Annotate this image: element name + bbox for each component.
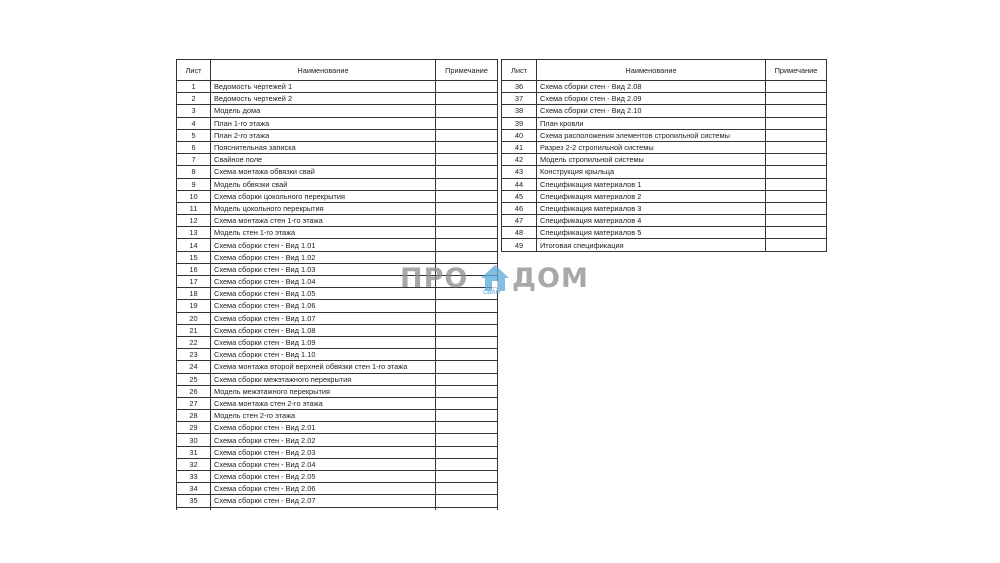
sheet-name-cell: Схема сборки стен - Вид 2.10: [537, 105, 766, 117]
table-row: [177, 166, 498, 178]
sheet-name-cell: Схема сборки стен - Вид 2.06: [211, 483, 436, 495]
header-row: [502, 60, 827, 81]
sheet-number-cell: 48: [502, 227, 537, 239]
sheet-name-cell: Схема сборки стен - Вид 2.03: [211, 446, 436, 458]
sheet-name-cell: План 1-го этажа: [211, 117, 436, 129]
table-row: [177, 154, 498, 166]
note-cell: [766, 129, 827, 141]
table-row: [177, 410, 498, 422]
note-cell: [436, 336, 498, 348]
sheet-number-cell: 43: [502, 166, 537, 178]
note-cell: [436, 361, 498, 373]
sheet-name-cell: Ведомость чертежей 1: [211, 81, 436, 93]
sheet-number-cell: 2: [177, 93, 211, 105]
table-row: [502, 105, 827, 117]
watermark-text-left: ПРО: [400, 263, 469, 294]
header-name: Наименование: [211, 60, 436, 81]
watermark-text-right: ДОМ: [512, 263, 589, 294]
sheet-number-cell: 5: [177, 129, 211, 141]
sheet-number-cell: 17: [177, 276, 211, 288]
sheet-name-cell: Схема сборки стен - Вид 1.06: [211, 300, 436, 312]
note-cell: [766, 178, 827, 190]
sheet-name-cell: Схема сборки стен - Вид 1.10: [211, 349, 436, 361]
table-row: [177, 251, 498, 263]
note-cell: [436, 410, 498, 422]
note-cell: [436, 349, 498, 361]
sheet-number-cell: 16: [177, 263, 211, 275]
sheet-number-cell: 23: [177, 349, 211, 361]
sheet-name-cell: Схема сборки стен - Вид 1.02: [211, 251, 436, 263]
sheet-number-cell: 4: [177, 117, 211, 129]
sheet-name-cell: Модель стропильной системы: [537, 154, 766, 166]
note-cell: [766, 227, 827, 239]
note-cell: [436, 422, 498, 434]
table-row: [177, 312, 498, 324]
sheet-number-cell: 46: [502, 202, 537, 214]
table-row: [502, 215, 827, 227]
sheet-name-cell: Схема сборки стен - Вид 2.01: [211, 422, 436, 434]
table-row: [177, 422, 498, 434]
watermark-subtext: СВАЙ: [483, 290, 501, 296]
table-row: [502, 166, 827, 178]
table-row: [177, 483, 498, 495]
header-name: Наименование: [537, 60, 766, 81]
table-row: [177, 373, 498, 385]
table-row: [177, 385, 498, 397]
table-row: [177, 141, 498, 153]
sheet-number-cell: 31: [177, 446, 211, 458]
sheet-number-cell: 10: [177, 190, 211, 202]
sheet-name-cell: Спецификация материалов 4: [537, 215, 766, 227]
sheet-number-cell: 32: [177, 458, 211, 470]
note-cell: [436, 190, 498, 202]
sheet-name-cell: Свайное поле: [211, 154, 436, 166]
sheet-number-cell: 9: [177, 178, 211, 190]
sheet-name-cell: Схема расположения элементов стропильной системы: [537, 129, 766, 141]
sheet-number-cell: 1: [177, 81, 211, 93]
table-row: [177, 215, 498, 227]
sheet-number-cell: 25: [177, 373, 211, 385]
sheet-name-cell: Схема сборки стен - Вид 2.05: [211, 471, 436, 483]
sheet-number-cell: 36: [502, 81, 537, 93]
table-row: [177, 300, 498, 312]
note-cell: [436, 93, 498, 105]
table-row: [177, 336, 498, 348]
note-cell: [766, 239, 827, 251]
table-row: [177, 178, 498, 190]
sheet-name-cell: Схема сборки стен - Вид 1.08: [211, 324, 436, 336]
header-sheet: Лист: [177, 60, 211, 81]
sheet-number-cell: 22: [177, 336, 211, 348]
header-row: [177, 60, 498, 81]
sheet-number-cell: 14: [177, 239, 211, 251]
note-cell: [436, 446, 498, 458]
note-cell: [436, 227, 498, 239]
sheet-number-cell: 13: [177, 227, 211, 239]
table-row: [502, 190, 827, 202]
note-cell: [436, 117, 498, 129]
sheet-number-cell: 40: [502, 129, 537, 141]
table-row: [177, 93, 498, 105]
sheet-number-cell: 24: [177, 361, 211, 373]
table-row: [177, 361, 498, 373]
table-row: [177, 434, 498, 446]
sheet-number-cell: 15: [177, 251, 211, 263]
table-row: [502, 227, 827, 239]
sheet-name-cell: Модель дома: [211, 105, 436, 117]
watermark-logo: [400, 263, 600, 297]
sheet-name-cell: Модель цокольного перекрытия: [211, 202, 436, 214]
note-cell: [766, 117, 827, 129]
note-cell: [436, 373, 498, 385]
note-cell: [436, 458, 498, 470]
note-cell: [436, 141, 498, 153]
sheet-number-cell: 12: [177, 215, 211, 227]
note-cell: [436, 129, 498, 141]
note-cell: [436, 300, 498, 312]
header-sheet: Лист: [502, 60, 537, 81]
sheet-number-cell: 47: [502, 215, 537, 227]
sheet-number-cell: 3: [177, 105, 211, 117]
table-row: [177, 349, 498, 361]
sheet-number-cell: 34: [177, 483, 211, 495]
table-row: [177, 190, 498, 202]
table-row: [177, 129, 498, 141]
note-cell: [436, 215, 498, 227]
note-cell: [436, 166, 498, 178]
sheet-name-cell: Схема сборки стен - Вид 1.05: [211, 288, 436, 300]
table-row: [177, 458, 498, 470]
table-row: [502, 141, 827, 153]
table-row: [177, 446, 498, 458]
sheet-name-cell: Спецификация материалов 3: [537, 202, 766, 214]
table-row: [177, 202, 498, 214]
sheet-number-cell: 33: [177, 471, 211, 483]
note-cell: [436, 251, 498, 263]
table-row: [177, 239, 498, 251]
sheet-number-cell: 39: [502, 117, 537, 129]
table-row: [177, 117, 498, 129]
table-row: [502, 202, 827, 214]
table-row: [177, 471, 498, 483]
header-note: Примечание: [436, 60, 498, 81]
table-row: [502, 239, 827, 251]
sheet-name-cell: Схема сборки стен - Вид 1.03: [211, 263, 436, 275]
sheet-name-cell: Схема монтажа стен 1-го этажа: [211, 215, 436, 227]
sheet-name-cell: Модель стен 2-го этажа: [211, 410, 436, 422]
note-cell: [766, 93, 827, 105]
sheet-name-cell: Пояснительная записка: [211, 141, 436, 153]
note-cell: [766, 190, 827, 202]
sheet-name-cell: Схема сборки стен - Вид 1.01: [211, 239, 436, 251]
sheet-number-cell: 6: [177, 141, 211, 153]
sheet-name-cell: Схема монтажа второй верхней обвязки стен 1-го этажа: [211, 361, 436, 373]
sheet-number-cell: 11: [177, 202, 211, 214]
sheet-number-cell: 45: [502, 190, 537, 202]
sheet-name-cell: Итоговая спецификация: [537, 239, 766, 251]
table-row: [177, 105, 498, 117]
sheet-number-cell: 38: [502, 105, 537, 117]
sheet-name-cell: Схема монтажа стен 2-го этажа: [211, 397, 436, 409]
note-cell: [436, 178, 498, 190]
cropped-cell: [436, 507, 498, 510]
sheet-name-cell: Спецификация материалов 2: [537, 190, 766, 202]
note-cell: [766, 202, 827, 214]
table-row: [502, 154, 827, 166]
sheet-name-cell: Схема сборки цокольного перекрытия: [211, 190, 436, 202]
note-cell: [436, 324, 498, 336]
sheet-name-cell: Схема монтажа обвязки свай: [211, 166, 436, 178]
drawing-list-table-right: [501, 59, 827, 252]
table-row: [177, 227, 498, 239]
note-cell: [436, 202, 498, 214]
table-body-right: [502, 81, 827, 252]
cropped-cell: [177, 507, 211, 510]
sheet-name-cell: Модель обвязки свай: [211, 178, 436, 190]
cropped-row: [177, 507, 498, 510]
sheet-number-cell: 29: [177, 422, 211, 434]
sheet-name-cell: Схема сборки стен - Вид 1.07: [211, 312, 436, 324]
sheet-number-cell: 49: [502, 239, 537, 251]
table-row: [502, 129, 827, 141]
sheet-name-cell: Модель межэтажного перекрытия: [211, 385, 436, 397]
note-cell: [436, 471, 498, 483]
note-cell: [766, 81, 827, 93]
sheet-name-cell: Схема сборки стен - Вид 1.04: [211, 276, 436, 288]
sheet-name-cell: Ведомость чертежей 2: [211, 93, 436, 105]
sheet-number-cell: 8: [177, 166, 211, 178]
note-cell: [436, 81, 498, 93]
sheet-name-cell: Схема сборки межэтажного перекрытия: [211, 373, 436, 385]
note-cell: [766, 105, 827, 117]
sheet-name-cell: Модель стен 1-го этажа: [211, 227, 436, 239]
sheet-number-cell: 44: [502, 178, 537, 190]
cropped-cell: [211, 507, 436, 510]
note-cell: [436, 312, 498, 324]
sheet-name-cell: План кровли: [537, 117, 766, 129]
note-cell: [436, 385, 498, 397]
note-cell: [436, 483, 498, 495]
sheet-number-cell: 30: [177, 434, 211, 446]
note-cell: [766, 215, 827, 227]
note-cell: [436, 105, 498, 117]
sheet-number-cell: 7: [177, 154, 211, 166]
sheet-name-cell: Спецификация материалов 5: [537, 227, 766, 239]
note-cell: [436, 154, 498, 166]
note-cell: [766, 166, 827, 178]
table-row: [502, 81, 827, 93]
table-row: [502, 93, 827, 105]
sheet-number-cell: 41: [502, 141, 537, 153]
sheet-number-cell: 26: [177, 385, 211, 397]
header-note: Примечание: [766, 60, 827, 81]
sheet-name-cell: Схема сборки стен - Вид 2.07: [211, 495, 436, 507]
table-row: [177, 495, 498, 507]
table-row: [177, 324, 498, 336]
sheet-number-cell: 42: [502, 154, 537, 166]
sheet-name-cell: Схема сборки стен - Вид 2.09: [537, 93, 766, 105]
note-cell: [436, 397, 498, 409]
sheet-number-cell: 18: [177, 288, 211, 300]
sheet-number-cell: 35: [177, 495, 211, 507]
sheet-name-cell: Разрез 2-2 стропильной системы: [537, 141, 766, 153]
sheet-number-cell: 19: [177, 300, 211, 312]
note-cell: [436, 495, 498, 507]
note-cell: [766, 154, 827, 166]
sheet-name-cell: Схема сборки стен - Вид 2.08: [537, 81, 766, 93]
sheet-name-cell: Спецификация материалов 1: [537, 178, 766, 190]
sheet-name-cell: План 2-го этажа: [211, 129, 436, 141]
sheet-number-cell: 21: [177, 324, 211, 336]
note-cell: [436, 239, 498, 251]
table-row: [177, 81, 498, 93]
sheet-name-cell: Схема сборки стен - Вид 2.04: [211, 458, 436, 470]
table-row: [502, 117, 827, 129]
note-cell: [436, 434, 498, 446]
sheet-number-cell: 20: [177, 312, 211, 324]
sheet-number-cell: 37: [502, 93, 537, 105]
sheet-number-cell: 27: [177, 397, 211, 409]
sheet-name-cell: Схема сборки стен - Вид 2.02: [211, 434, 436, 446]
table-row: [177, 397, 498, 409]
note-cell: [766, 141, 827, 153]
sheet-name-cell: Схема сборки стен - Вид 1.09: [211, 336, 436, 348]
sheet-number-cell: 28: [177, 410, 211, 422]
table-row: [502, 178, 827, 190]
sheet-name-cell: Конструкция крыльца: [537, 166, 766, 178]
